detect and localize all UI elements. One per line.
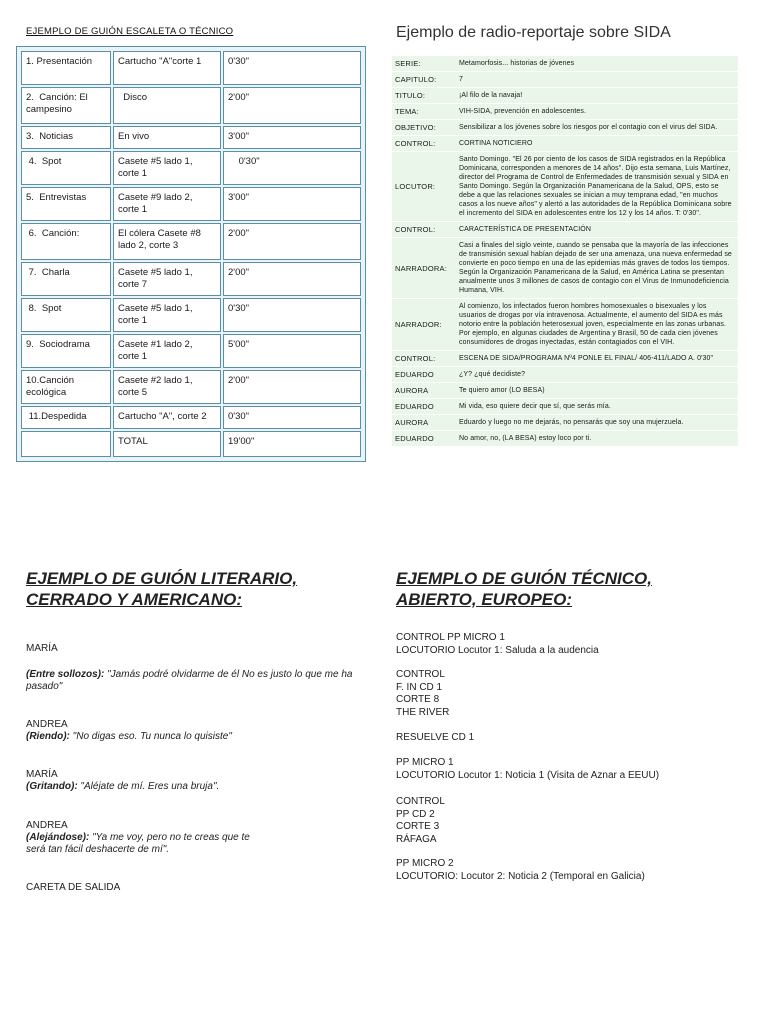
escaleta-row (21, 334, 361, 368)
reportaje-row (392, 56, 738, 72)
escaleta-item-cell: 10.Canción ecológica (21, 370, 111, 404)
reportaje-row (392, 152, 738, 222)
escaleta-table (16, 46, 366, 462)
reportaje-text: ¡Al filo de la navaja! (456, 88, 738, 104)
speaker-maria: MARÍA (26, 769, 58, 780)
reportaje-label: EDUARDO (392, 367, 456, 383)
reportaje-label: CAPITULO: (392, 72, 456, 88)
reportaje-text: Al comienzo, los infectados fueron hombres homosexuales o bisexuales y los usuarios de drogas por vía intravenosa. Actualmente, el aumento del SIDA es más notorio entre la población heterosexual joven, especialmente en las zonas urbanas. Por ejemplo, en algunas ciudades de Argentina y Brasil, 50 de cada cien jóvenes consumidores de drogas inyectadas, están contagiados con el VIH. (456, 299, 738, 351)
escaleta-item-cell: 8. Spot (21, 298, 111, 332)
tecnico-line: CONTROL PP MICRO 1 (396, 632, 505, 643)
reportaje-row (392, 383, 738, 399)
reportaje-label: NARRADORA: (392, 238, 456, 299)
escaleta-time-cell: 5'00" (223, 334, 361, 368)
reportaje-text: Sensibilizar a los jóvenes sobre los riesgos por el contagio con el virus del SIDA. (456, 120, 738, 136)
dialogue-text: "No digas eso. Tu nunca lo quisiste" (69, 731, 232, 742)
escaleta-source-cell: El cólera Casete #8 lado 2, corte 3 (113, 223, 221, 260)
literario-title: EJEMPLO DE GUIÓN LITERARIO, CERRADO Y AMERICANO: (26, 569, 298, 609)
speaker-maria: MARÍA (26, 643, 58, 654)
reportaje-label: SERIE: (392, 56, 456, 72)
tecnico-line: LOCUTORIO: Locutor 2: Noticia 2 (Temporal en Galicia) (396, 870, 645, 882)
escaleta-row (21, 298, 361, 332)
escaleta-item-cell: 11.Despedida (21, 406, 111, 429)
reportaje-text: CORTINA NOTICIERO (456, 136, 738, 152)
escaleta-item-cell: 9. Sociodrama (21, 334, 111, 368)
dialogue-1 (26, 669, 356, 693)
reportaje-text: Metamorfosis... historias de jóvenes (456, 56, 738, 72)
escaleta-item-cell: 5. Entrevistas (21, 187, 111, 221)
dialogue-2 (26, 731, 356, 743)
escaleta-source-cell: Disco (113, 87, 221, 124)
reportaje-row (392, 415, 738, 431)
reportaje-text: Te quiero amor (LO BESA) (456, 383, 738, 399)
reportaje-row (392, 120, 738, 136)
reportaje-text: Eduardo y luego no me dejarás, no pensarás que soy una mujerzuela. (456, 415, 738, 431)
escaleta-row (21, 126, 361, 149)
escaleta-item-cell: 3. Noticias (21, 126, 111, 149)
tecnico-line: PP MICRO 1 (396, 757, 454, 768)
reportaje-row (392, 351, 738, 367)
stage-direction: (Gritando): (26, 781, 78, 792)
escaleta-row (21, 187, 361, 221)
reportaje-label: TEMA: (392, 104, 456, 120)
reportaje-text: Casi a finales del siglo veinte, cuando se pensaba que la mayoría de las infecciones de transmisión sexual habían dejado de ser una amenaza, una nueva enfermedad se convierte en poco tiempo en una de las epidemias más graves de todos los tiempos. Según la Organización Panamericana de la Salud, en América Latina se presentan anualmente unos 3 millones de casos de contagio con el Virus de Inmunodeficiencia Humana, VIH. (456, 238, 738, 299)
reportaje-text: VIH-SIDA, prevención en adolescentes. (456, 104, 738, 120)
escaleta-source-cell: TOTAL (113, 431, 221, 457)
escaleta-row (21, 370, 361, 404)
escaleta-item-cell: 6. Canción: (21, 223, 111, 260)
reportaje-text: No amor, no, (LA BESA) estoy loco por ti. (456, 431, 738, 447)
careta-salida: CARETA DE SALIDA (26, 882, 121, 893)
escaleta-time-cell: 3'00" (223, 126, 361, 149)
stage-direction: (Entre sollozos): (26, 669, 105, 680)
tecnico-line: THE RIVER (396, 706, 450, 718)
reportaje-label: CONTROL: (392, 351, 456, 367)
escaleta-time-cell: 0'30" (223, 51, 361, 85)
escaleta-source-cell: Casete #5 lado 1, corte 7 (113, 262, 221, 296)
reportaje-row (392, 399, 738, 415)
reportaje-label: EDUARDO (392, 399, 456, 415)
escaleta-source-cell: Cartucho "A"corte 1 (113, 51, 221, 85)
escaleta-row (21, 151, 361, 185)
tecnico-line: PP CD 2 (396, 808, 435, 820)
escaleta-item-cell: 4. Spot (21, 151, 111, 185)
reportaje-text: Mi vida, eso quiere decir que sí, que serás mía. (456, 399, 738, 415)
tecnico-line: LOCUTORIO Locutor 1: Saluda a la audencia (396, 644, 599, 656)
escaleta-time-cell: 2'00" (223, 370, 361, 404)
reportaje-row (392, 238, 738, 299)
speaker-andrea: ANDREA (26, 719, 68, 730)
reportaje-label: LOCUTOR: (392, 152, 456, 222)
tecnico-line: CONTROL (396, 796, 445, 807)
reportaje-label: EDUARDO (392, 431, 456, 447)
reportaje-label: NARRADOR: (392, 299, 456, 351)
reportaje-row (392, 431, 738, 447)
escaleta-item-cell: 7. Charla (21, 262, 111, 296)
reportaje-label: CONTROL: (392, 136, 456, 152)
reportaje-row (392, 299, 738, 351)
escaleta-time-cell: 19'00" (223, 431, 361, 457)
dialogue-text: "Aléjate de mí. Eres una bruja". (77, 781, 220, 792)
reportaje-text: Santo Domingo. "El 26 por ciento de los casos de SIDA registrados en la República Dominicana, corresponden a menores de 14 años". Dijo esta semana, Luis Martínez, director del Programa de Control de Enfermedades de transmisión sexual y SIDA en Santo Domingo. Según la Organización Panamericana de la Salud, OPS, esto se debe a que las relaciones sexuales se inician a muy temprana edad, "en muchos casos a los nueve años" y alertó a las autoridades de la República Dominicana sobre el incremento del SIDA en adolescentes entre los 12 y los 14 años. T: 0'30". (456, 152, 738, 222)
reportaje-title: Ejemplo de radio-reportaje sobre SIDA (396, 24, 671, 41)
escaleta-source-cell: Casete #1 lado 2, corte 1 (113, 334, 221, 368)
tecnico-line: CONTROL (396, 669, 445, 680)
tecnico-line: CORTE 8 (396, 694, 440, 705)
tecnico-line: LOCUTORIO Locutor 1: Noticia 1 (Visita de Aznar a EEUU) (396, 769, 660, 781)
escaleta-row (21, 431, 361, 457)
reportaje-text: 7 (456, 72, 738, 88)
escaleta-item-cell: 1. Presentación (21, 51, 111, 85)
tecnico-line: RESUELVE CD 1 (396, 732, 475, 743)
reportaje-row (392, 72, 738, 88)
escaleta-row (21, 51, 361, 85)
escaleta-time-cell: 2'00" (223, 87, 361, 124)
escaleta-row (21, 262, 361, 296)
escaleta-source-cell: En vivo (113, 126, 221, 149)
reportaje-table (392, 56, 738, 447)
tecnico-line: CORTE 3 (396, 821, 440, 832)
escaleta-title: EJEMPLO DE GUIÓN ESCALETA O TÉCNICO (26, 26, 234, 37)
escaleta-row (21, 87, 361, 124)
speaker-andrea: ANDREA (26, 820, 68, 831)
escaleta-item-cell (21, 431, 111, 457)
escaleta-source-cell: Casete #5 lado 1, corte 1 (113, 151, 221, 185)
escaleta-time-cell: 2'00" (223, 223, 361, 260)
reportaje-label: OBJETIVO: (392, 120, 456, 136)
reportaje-row (392, 88, 738, 104)
dialogue-text: "Ya me voy, pero no te creas que te será tan fácil deshacerte de mí". (26, 832, 250, 855)
escaleta-row (21, 223, 361, 260)
escaleta-time-cell: 0'30" (223, 151, 361, 185)
stage-direction: (Alejándose): (26, 832, 90, 843)
escaleta-source-cell: Casete #2 lado 1, corte 5 (113, 370, 221, 404)
dialogue-3 (26, 781, 356, 793)
reportaje-row (392, 367, 738, 383)
tecnico-line: F. IN CD 1 (396, 681, 443, 693)
reportaje-label: AURORA (392, 383, 456, 399)
reportaje-label: TITULO: (392, 88, 456, 104)
reportaje-text: CARACTERÍSTICA DE PRESENTACIÓN (456, 222, 738, 238)
escaleta-item-cell: 2. Canción: El campesino (21, 87, 111, 124)
dialogue-text: "Jamás podré olvidarme de él No es justo lo que me ha pasado" (26, 669, 353, 692)
reportaje-text: ¿Y? ¿qué decidiste? (456, 367, 738, 383)
reportaje-text: ESCENA DE SIDA/PROGRAMA Nº4 PONLE EL FINAL/ 406-411/LADO A. 0'30" (456, 351, 738, 367)
escaleta-time-cell: 0'30" (223, 406, 361, 429)
stage-direction: (Riendo): (26, 731, 70, 742)
escaleta-time-cell: 2'00" (223, 262, 361, 296)
escaleta-time-cell: 3'00" (223, 187, 361, 221)
escaleta-source-cell: Cartucho "A", corte 2 (113, 406, 221, 429)
escaleta-source-cell: Casete #9 lado 2, corte 1 (113, 187, 221, 221)
escaleta-time-cell: 0'30" (223, 298, 361, 332)
dialogue-4 (26, 832, 271, 856)
tecnico-title: EJEMPLO DE GUIÓN TÉCNICO, ABIERTO, EUROPEO: (396, 569, 652, 609)
reportaje-row (392, 222, 738, 238)
escaleta-row (21, 406, 361, 429)
escaleta-source-cell: Casete #5 lado 1, corte 1 (113, 298, 221, 332)
tecnico-line: RÁFAGA (396, 833, 437, 845)
reportaje-label: CONTROL: (392, 222, 456, 238)
reportaje-row (392, 136, 738, 152)
tecnico-line: PP MICRO 2 (396, 858, 454, 869)
reportaje-row (392, 104, 738, 120)
reportaje-label: AURORA (392, 415, 456, 431)
